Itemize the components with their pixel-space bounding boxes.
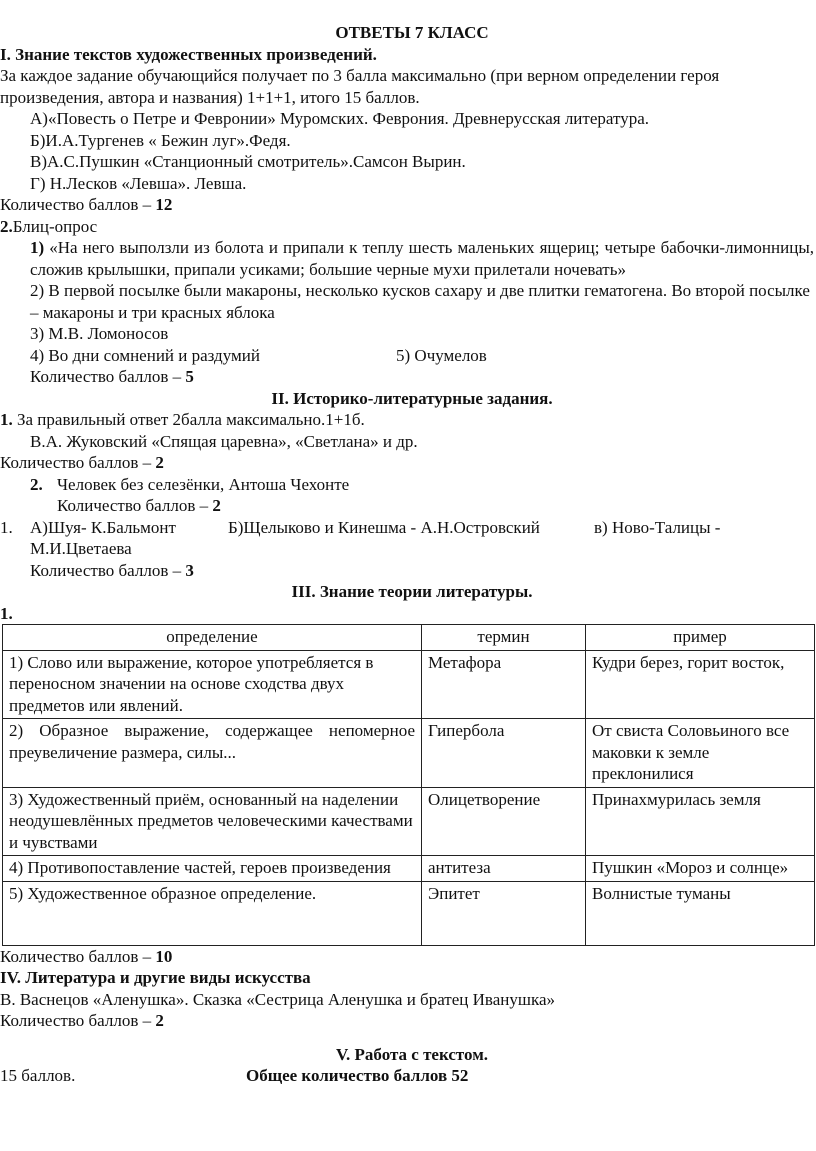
example-cell: Пушкин «Мороз и солнце»	[586, 856, 815, 882]
example-cell: Волнистые туманы	[586, 881, 815, 945]
task-2-3	[0, 517, 816, 539]
answer-item-c: В)А.С.Пушкин «Станционный смотритель».Самсон Вырин.	[30, 152, 466, 171]
definition-cell: 5) Художественное образное определение.	[3, 881, 422, 945]
score-value: 5	[185, 367, 194, 386]
column-header: пример	[586, 625, 815, 651]
term-cell: антитеза	[422, 856, 586, 882]
term-cell: Метафора	[422, 650, 586, 719]
score-label: Количество баллов –	[0, 195, 156, 214]
column-header: термин	[422, 625, 586, 651]
terms-table	[2, 624, 815, 946]
score-label: Количество баллов –	[0, 946, 156, 966]
task-2-3-c-continued: М.И.Цветаева	[30, 539, 132, 558]
task-2-3-a: А)Шуя- К.Бальмонт	[30, 517, 176, 537]
blitz-answers-4-5	[0, 345, 816, 367]
score-value: 2	[155, 453, 164, 472]
section-4-answer: В. Васнецов «Аленушка». Сказка «Сестрица Аленушка и братец Иванушка»	[0, 989, 555, 1009]
blitz-answer-5: 5) Очумелов	[396, 345, 487, 365]
section-4-score	[0, 1010, 816, 1032]
answer-item-d: Г) Н.Лесков «Левша». Левша.	[30, 173, 247, 193]
column-header: определение	[3, 625, 422, 651]
blitz-answer-2: 2) В первой посылке были макароны, несколько кусков сахару и две плитки гематогена. Во второй посылке – макароны и три красных яблока	[30, 281, 810, 322]
blitz-answer-3: 3) М.В. Ломоносов	[30, 324, 169, 343]
score-value: 2	[155, 1011, 164, 1030]
table-row	[3, 881, 815, 945]
definition-cell: 1) Слово или выражение, которое употребляется в переносном значении на основе сходства двух предметов или явлений.	[3, 650, 422, 719]
task-2-1-number: 1.	[0, 410, 13, 429]
table-row	[3, 787, 815, 856]
score-label: Количество баллов –	[0, 1011, 156, 1030]
section-1-intro: За каждое задание обучающийся получает по 3 балла максимально (при верном определении героя произведения, автора и названия) 1+1+1, итого 15 баллов.	[0, 66, 720, 107]
total-score: Общее количество баллов 52	[246, 1066, 469, 1085]
table-header-row	[3, 625, 815, 651]
task-2-1-score	[0, 452, 816, 474]
blitz-label: Блиц-опрос	[12, 216, 98, 236]
blitz-heading	[0, 216, 816, 238]
blitz-answer-1	[0, 237, 816, 280]
answer-item-a: А)«Повесть о Петре и Февронии» Муромских. Феврония. Древнерусская литература.	[30, 109, 649, 128]
section-5-points: 15 баллов.	[0, 1066, 76, 1085]
blitz-answer-1-number: 1)	[30, 238, 45, 257]
task-2-1-text: За правильный ответ 2балла максимально.1+1б.	[12, 410, 365, 429]
section-2-heading: II. Историко-литературные задания.	[271, 388, 553, 408]
term-cell: Олицетворение	[422, 787, 586, 856]
page-title: ОТВЕТЫ 7 КЛАСС	[335, 23, 489, 42]
task-2-2	[0, 474, 816, 496]
answers-page	[0, 22, 816, 1087]
task-2-2-score	[0, 495, 816, 517]
task-2-2-text: Человек без селезёнки, Антоша Чехонте	[57, 474, 350, 494]
task-2-1	[0, 409, 816, 431]
score-label: Количество баллов –	[30, 560, 186, 580]
score-label: Количество баллов –	[57, 496, 213, 515]
answer-item-b: Б)И.А.Тургенев « Бежин луг».Федя.	[30, 130, 291, 150]
definition-cell: 3) Художественный приём, основанный на наделении неодушевлённых предметов человеческими качествами и чувствами	[3, 787, 422, 856]
section-5-summary	[0, 1065, 816, 1087]
blitz-answer-1-text: «На него выползли из болота и припали к теплу шесть маленьких ящериц; четыре бабочки-лимонницы, сложив крылышки, припали усиками; большие черные мухи прилетали ночевать»	[30, 238, 814, 279]
term-cell: Гипербола	[422, 719, 586, 788]
score-value: 3	[185, 560, 194, 580]
task-2-3-c: в) Ново-Талицы -	[594, 517, 721, 537]
example-cell: Принахмурилась земля	[586, 787, 815, 856]
section-3-score	[0, 946, 816, 968]
score-label: Количество баллов –	[30, 367, 186, 386]
section-1-score	[0, 194, 816, 216]
example-cell: От свиста Соловьиного все маковки к земле преклонилися	[586, 719, 815, 788]
table-row	[3, 856, 815, 882]
task-2-2-number: 2.	[30, 474, 43, 494]
task-2-3-score	[0, 560, 816, 582]
task-2-1-answer: В.А. Жуковский «Спящая царевна», «Светлана» и др.	[30, 431, 418, 451]
blitz-score	[0, 366, 816, 388]
score-value: 12	[155, 195, 173, 214]
section-4-heading: IV. Литература и другие виды искусства	[0, 968, 311, 987]
blitz-number: 2.	[0, 216, 13, 236]
table-row	[3, 650, 815, 719]
score-label: Количество баллов –	[0, 453, 156, 472]
section-3-number: 1.	[0, 603, 13, 623]
score-value: 10	[155, 946, 173, 966]
section-5-heading: V. Работа с текстом.	[335, 1044, 489, 1064]
section-3-heading: III. Знание теории литературы.	[291, 582, 533, 601]
task-2-3-number: 1.	[0, 517, 13, 537]
task-2-3-b: Б)Щелыково и Кинешма - А.Н.Островский	[228, 517, 540, 537]
example-cell: Кудри берез, горит восток,	[586, 650, 815, 719]
section-1-heading: I. Знание текстов художественных произведений.	[0, 44, 377, 64]
score-value: 2	[212, 496, 221, 515]
definition-cell: 4) Противопоставление частей, героев произведения	[3, 856, 422, 882]
table-row	[3, 719, 815, 788]
blitz-answer-4: 4) Во дни сомнений и раздумий	[30, 345, 260, 365]
term-cell: Эпитет	[422, 881, 586, 945]
definition-cell: 2) Образное выражение, содержащее непомерное преувеличение размера, силы...	[3, 719, 422, 788]
